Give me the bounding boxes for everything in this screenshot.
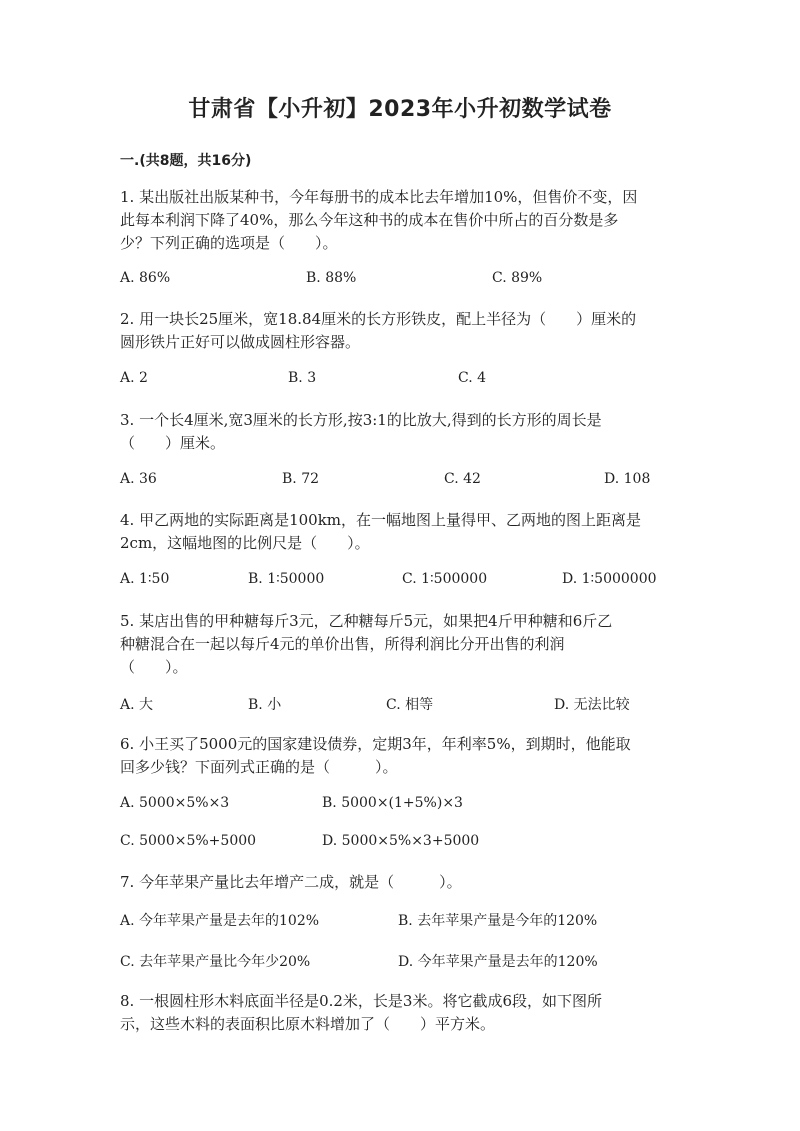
option-b[interactable]: B. 5000×(1+5%)×3 — [322, 795, 463, 811]
question-line: 8. 一根圆柱形木料底面半径是0.2米，长是3米。将它截成6段，如下图所 — [120, 992, 603, 1010]
option-b[interactable]: B. 72 — [282, 471, 320, 487]
question-line: 3. 一个长4厘米,宽3厘米的长方形,按3:1的比放大,得到的长方形的周长是 — [120, 411, 602, 429]
question-line: 6. 小王买了5000元的国家建设债券，定期3年，年利率5%，到期时，他能取 — [120, 735, 631, 753]
question-line: 此每本利润下降了40%，那么今年这种书的成本在售价中所占的百分数是多 — [120, 211, 619, 229]
option-d[interactable]: D. 108 — [604, 471, 651, 487]
option-a[interactable]: A. 今年苹果产量是去年的102% — [120, 913, 320, 929]
option-b[interactable]: B. 1∶50000 — [248, 571, 325, 587]
page-title: 甘肃省【小升初】2023年小升初数学试卷 — [188, 97, 612, 122]
option-c[interactable]: C. 1∶500000 — [402, 571, 488, 587]
option-a[interactable]: A. 1∶50 — [120, 571, 170, 587]
option-a[interactable]: A. 大 — [120, 697, 154, 713]
option-a[interactable]: A. 36 — [120, 471, 157, 487]
options-q2 — [120, 370, 680, 390]
option-d[interactable]: D. 1∶5000000 — [562, 571, 657, 587]
option-c[interactable]: C. 4 — [458, 370, 487, 386]
option-b[interactable]: B. 去年苹果产量是今年的120% — [398, 913, 598, 929]
option-c[interactable]: C. 相等 — [386, 697, 434, 713]
question-line: 2cm，这幅地图的比例尺是（ ）。 — [120, 534, 370, 552]
question-line: 种糖混合在一起以每斤4元的单价出售，所得利润比分开出售的利润 — [120, 635, 565, 653]
option-b[interactable]: B. 88% — [306, 270, 357, 286]
options-q1 — [120, 270, 680, 290]
option-c[interactable]: C. 42 — [444, 471, 481, 487]
options-q6-row2 — [120, 833, 680, 853]
option-a[interactable]: A. 86% — [120, 270, 171, 286]
question-line: 5. 某店出售的甲种糖每斤3元，乙种糖每斤5元，如果把4斤甲种糖和6斤乙 — [120, 612, 613, 630]
section-heading: 一.(共8题，共16分) — [120, 153, 252, 169]
options-q7-row2 — [120, 951, 680, 971]
option-d[interactable]: D. 5000×5%×3+5000 — [322, 833, 480, 849]
option-b[interactable]: B. 3 — [288, 370, 317, 386]
question-2 — [120, 308, 680, 354]
options-q7-row1 — [120, 910, 680, 930]
options-q4 — [120, 571, 680, 591]
question-line: 示，这些木料的表面积比原木料增加了（ ）平方米。 — [120, 1015, 496, 1033]
question-line: 少？下列正确的选项是（ ）。 — [120, 234, 338, 252]
question-8 — [120, 990, 680, 1036]
option-c[interactable]: C. 去年苹果产量比今年少20% — [120, 954, 311, 970]
question-5 — [120, 610, 680, 679]
question-line: 7. 今年苹果产量比去年增产二成，就是（ ）。 — [120, 873, 462, 891]
question-1 — [120, 186, 680, 255]
options-q6-row1 — [120, 795, 680, 815]
option-c[interactable]: C. 89% — [492, 270, 543, 286]
option-a[interactable]: A. 2 — [120, 370, 148, 386]
question-line: 2. 用一块长25厘米，宽18.84厘米的长方形铁皮，配上半径为（ ）厘米的 — [120, 310, 637, 328]
option-a[interactable]: A. 5000×5%×3 — [120, 795, 230, 811]
question-line: （ ）厘米。 — [120, 434, 226, 452]
question-7 — [120, 871, 680, 894]
option-d[interactable]: D. 今年苹果产量是去年的120% — [398, 954, 598, 970]
question-line: 1. 某出版社出版某种书，今年每册书的成本比去年增加10%，但售价不变，因 — [120, 188, 638, 206]
options-q3 — [120, 471, 680, 491]
options-q5 — [120, 694, 680, 714]
question-line: 4. 甲乙两地的实际距离是100km，在一幅地图上量得甲、乙两地的图上距离是 — [120, 511, 642, 529]
option-c[interactable]: C. 5000×5%+5000 — [120, 833, 257, 849]
option-d[interactable]: D. 无法比较 — [554, 697, 630, 713]
option-b[interactable]: B. 小 — [248, 697, 282, 713]
question-line: （ ）。 — [120, 658, 188, 676]
question-6 — [120, 733, 680, 779]
question-line: 回多少钱？下面列式正确的是（ ）。 — [120, 758, 398, 776]
question-4 — [120, 509, 680, 555]
question-3 — [120, 409, 680, 455]
question-line: 圆形铁片正好可以做成圆柱形容器。 — [120, 333, 361, 351]
